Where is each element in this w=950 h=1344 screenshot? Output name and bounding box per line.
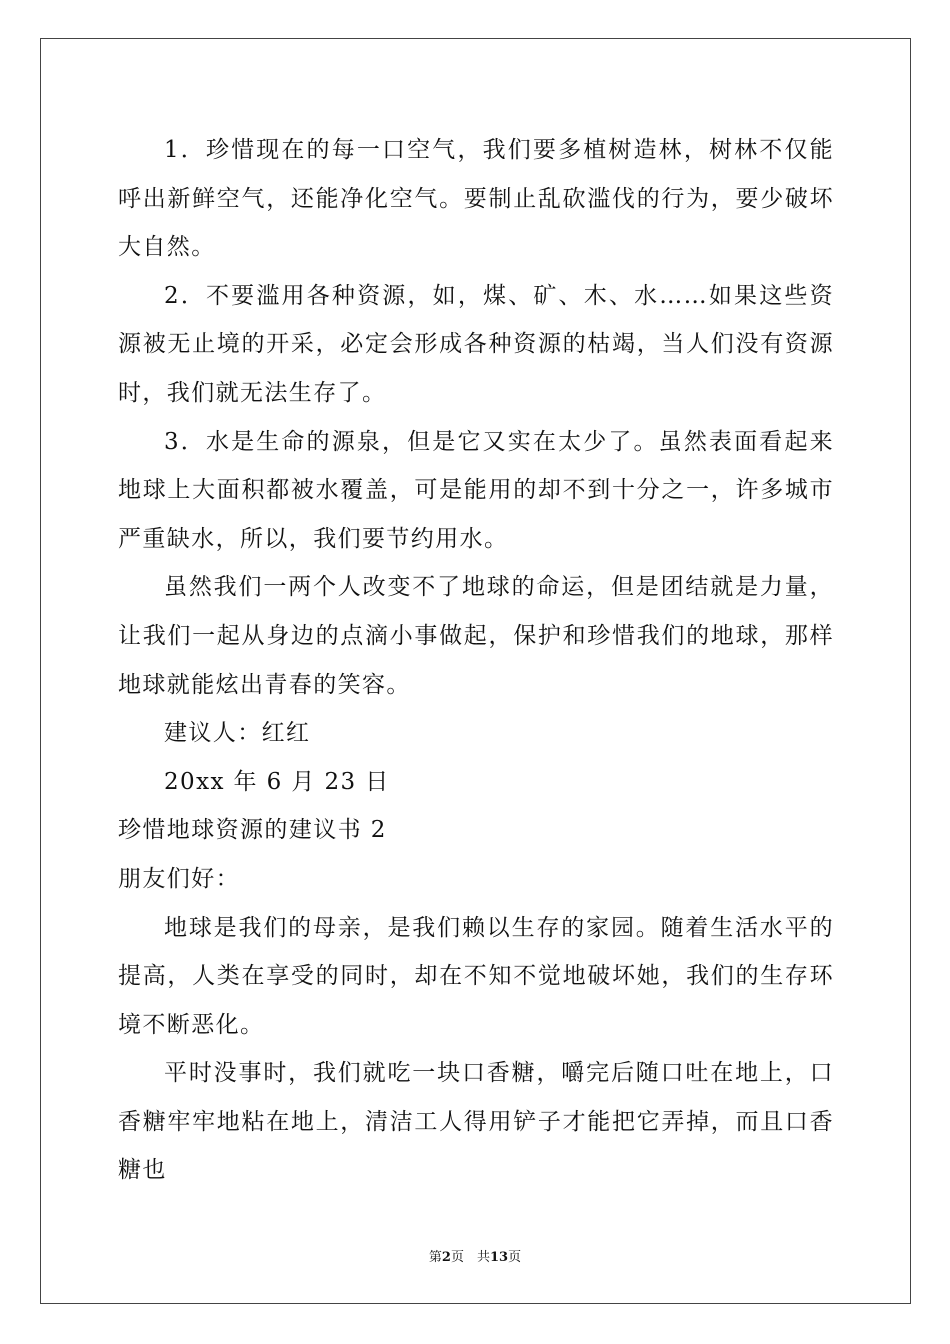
document-body <box>118 126 834 1195</box>
paragraph-4: 虽然我们一两个人改变不了地球的命运，但是团结就是力量，让我们一起从身边的点滴小事做起，保护和珍惜我们的地球，那样地球就能炫出青春的笑容。 <box>118 574 834 698</box>
footer-page-total: 13 <box>489 1250 509 1265</box>
paragraph-6: 平时没事时，我们就吃一块口香糖，嚼完后随口吐在地上，口香糖牢牢地粘在地上，清洁工人得用铲子才能把它弄掉，而且口香糖也 <box>118 1060 834 1184</box>
section-title: 珍惜地球资源的建议书 2 <box>118 817 387 844</box>
footer-prefix: 第 <box>428 1250 442 1265</box>
footer-page-current: 2 <box>441 1250 451 1265</box>
date-line: 20xx 年 6 月 23 日 <box>164 768 390 795</box>
page-footer <box>0 1246 950 1265</box>
salutation: 朋友们好： <box>118 865 240 892</box>
paragraph-5: 地球是我们的母亲，是我们赖以生存的家园。随着生活水平的提高，人类在享受的同时，却在不知不觉地破坏她，我们的生存环境不断恶化。 <box>118 914 834 1038</box>
footer-mid: 页 共 <box>450 1250 490 1265</box>
paragraph-1: 1．珍惜现在的每一口空气，我们要多植树造林，树林不仅能呼出新鲜空气，还能净化空气。要制止乱砍滥伐的行为，要少破坏大自然。 <box>118 137 834 261</box>
paragraph-2: 2．不要滥用各种资源，如，煤、矿、木、水……如果这些资源被无止境的开采，必定会形成各种资源的枯竭，当人们没有资源时，我们就无法生存了。 <box>118 282 834 406</box>
signature-line: 建议人：红红 <box>164 720 311 747</box>
footer-suffix: 页 <box>508 1250 522 1265</box>
paragraph-3: 3．水是生命的源泉，但是它又实在太少了。虽然表面看起来地球上大面积都被水覆盖，可是能用的却不到十分之一，许多城市严重缺水，所以，我们要节约用水。 <box>118 428 834 552</box>
